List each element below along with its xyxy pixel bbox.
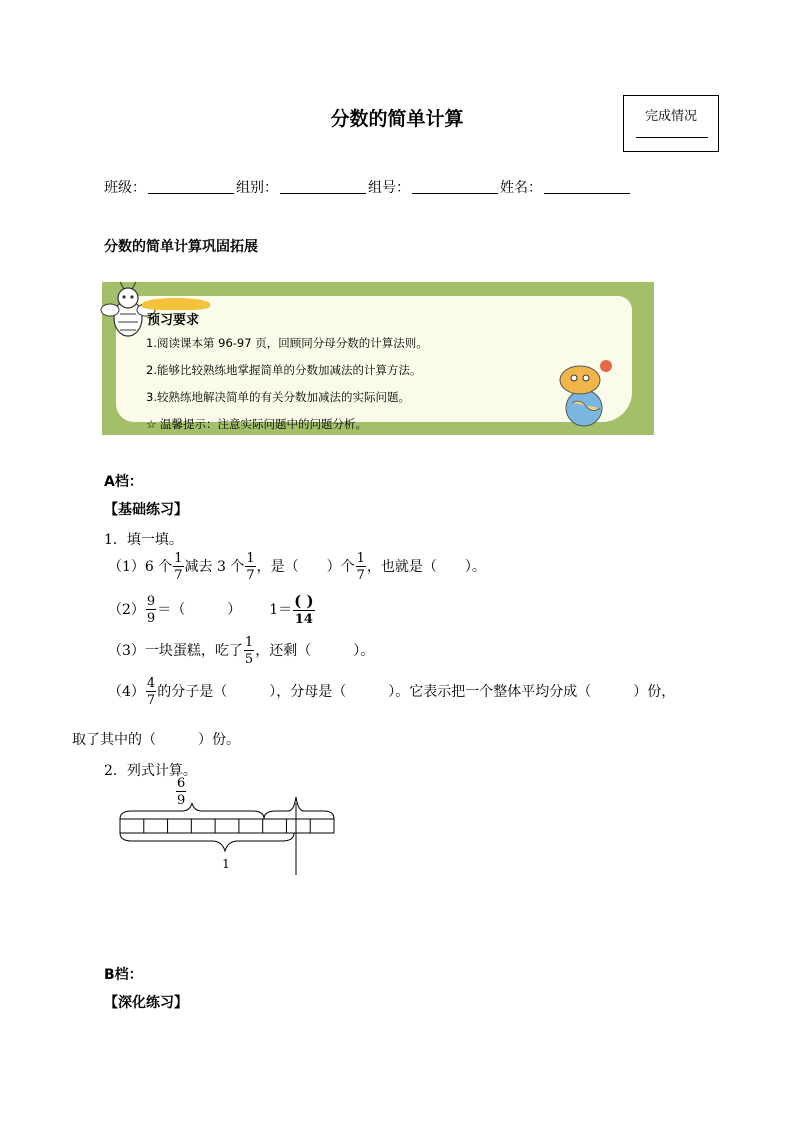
class-blank[interactable] xyxy=(148,179,234,194)
basic-practice-heading: 【基础练习】 xyxy=(104,502,188,518)
group-number-blank[interactable] xyxy=(412,179,498,194)
fraction-4-7 xyxy=(146,677,156,707)
q1p3-text-b: ，还剩（ ）。 xyxy=(255,643,375,659)
fraction-numerator-blank[interactable]: ( ) xyxy=(294,592,314,610)
page-title: 分数的简单计算 xyxy=(330,108,464,130)
q1p1-text-b: 减去 3 个 xyxy=(184,559,245,575)
preview-item-2: 2.能够比较熟练地掌握简单的分数加减法的计算方法。 xyxy=(146,363,422,377)
fraction-blank-14 xyxy=(293,594,314,626)
fraction-numerator: 1 xyxy=(356,551,365,566)
q1p4-text-a: （4） xyxy=(108,684,145,700)
fraction-1-7 xyxy=(173,552,183,582)
q1p2-text-b: ＝（ ） xyxy=(157,602,242,618)
q1p3-text-a: （3）一块蛋糕，吃了 xyxy=(108,643,243,659)
question-1-part-2 xyxy=(108,594,316,626)
student-info-row xyxy=(104,177,632,197)
q1p1-text-d: ，也就是（ ）。 xyxy=(366,559,486,575)
deep-practice-heading: 【深化练习】 xyxy=(104,995,188,1011)
q1p1-text-c: ，是（ ）个 xyxy=(256,559,355,575)
preview-item-1: 1.阅读课本第 96-97 页，回顾同分母分数的计算法则。 xyxy=(146,336,428,350)
fraction-1-5 xyxy=(244,636,254,666)
section-heading: 分数的简单计算巩固拓展 xyxy=(104,239,258,255)
fraction-denominator: 5 xyxy=(244,652,254,667)
fraction-1-7 xyxy=(356,552,366,582)
fraction-numerator: 6 xyxy=(177,776,186,791)
preview-item-3: 3.较熟练地解决简单的有关分数加减法的实际问题。 xyxy=(146,390,410,404)
name-blank[interactable] xyxy=(544,179,630,194)
fraction-numerator: 9 xyxy=(146,594,156,609)
fraction-denominator: 7 xyxy=(356,568,365,583)
question-1-part-3 xyxy=(108,636,374,666)
fraction-denominator: 7 xyxy=(174,568,183,583)
question-1-part-4-continued: 取了其中的（ ）份。 xyxy=(72,732,240,748)
fraction-numerator: 1 xyxy=(246,551,255,566)
fraction-denominator: 14 xyxy=(294,612,313,627)
fraction-denominator: 9 xyxy=(146,611,156,626)
bottom-brace xyxy=(120,833,294,851)
fraction-denominator: 7 xyxy=(246,568,255,583)
fraction-bar-diagram xyxy=(112,795,342,885)
fraction-numerator: 1 xyxy=(174,551,183,566)
preview-tip: ☆ 温馨提示：注意实际问题中的问题分析。 xyxy=(146,417,367,431)
fraction-numerator: 4 xyxy=(146,676,156,691)
preview-title: 预习要求 xyxy=(147,313,200,328)
level-b-label: B档： xyxy=(104,967,143,983)
fraction-bar xyxy=(120,819,334,833)
completion-status-line xyxy=(636,137,708,138)
question-2-title: 2．列式计算。 xyxy=(104,763,197,779)
group-label: 组别： xyxy=(236,180,278,196)
bottom-label: 1 xyxy=(222,857,230,871)
fraction-denominator: 9 xyxy=(177,793,186,808)
unknown-brace xyxy=(264,797,334,819)
fraction-numerator: 1 xyxy=(244,635,254,650)
bar-segments xyxy=(144,819,310,833)
class-label: 班级： xyxy=(104,180,146,196)
q1p4-text-b: 的分子是（ ），分母是（ ）。它表示把一个整体平均分成（ ）份， xyxy=(157,684,676,700)
completion-status-box xyxy=(623,95,719,152)
cartoon-globe-icon xyxy=(544,358,624,428)
group-blank[interactable] xyxy=(280,179,366,194)
fraction-1-7 xyxy=(245,552,255,582)
completion-status-label: 完成情况 xyxy=(644,109,697,124)
q1p2-text-a: （2） xyxy=(108,602,145,618)
top-brace xyxy=(120,803,264,819)
question-1-part-1 xyxy=(108,552,486,582)
level-a-label: A档： xyxy=(104,474,143,490)
fraction-denominator: 7 xyxy=(146,693,156,708)
name-label: 姓名： xyxy=(500,180,542,196)
group-number-label: 组号： xyxy=(368,180,410,196)
question-1-title: 1．填一填。 xyxy=(104,532,183,548)
q1p2-text-c: 1＝ xyxy=(269,602,293,618)
question-1-part-4 xyxy=(108,677,675,707)
q1p1-text-a: （1）6 个 xyxy=(108,559,173,575)
fraction-9-9 xyxy=(146,595,156,625)
